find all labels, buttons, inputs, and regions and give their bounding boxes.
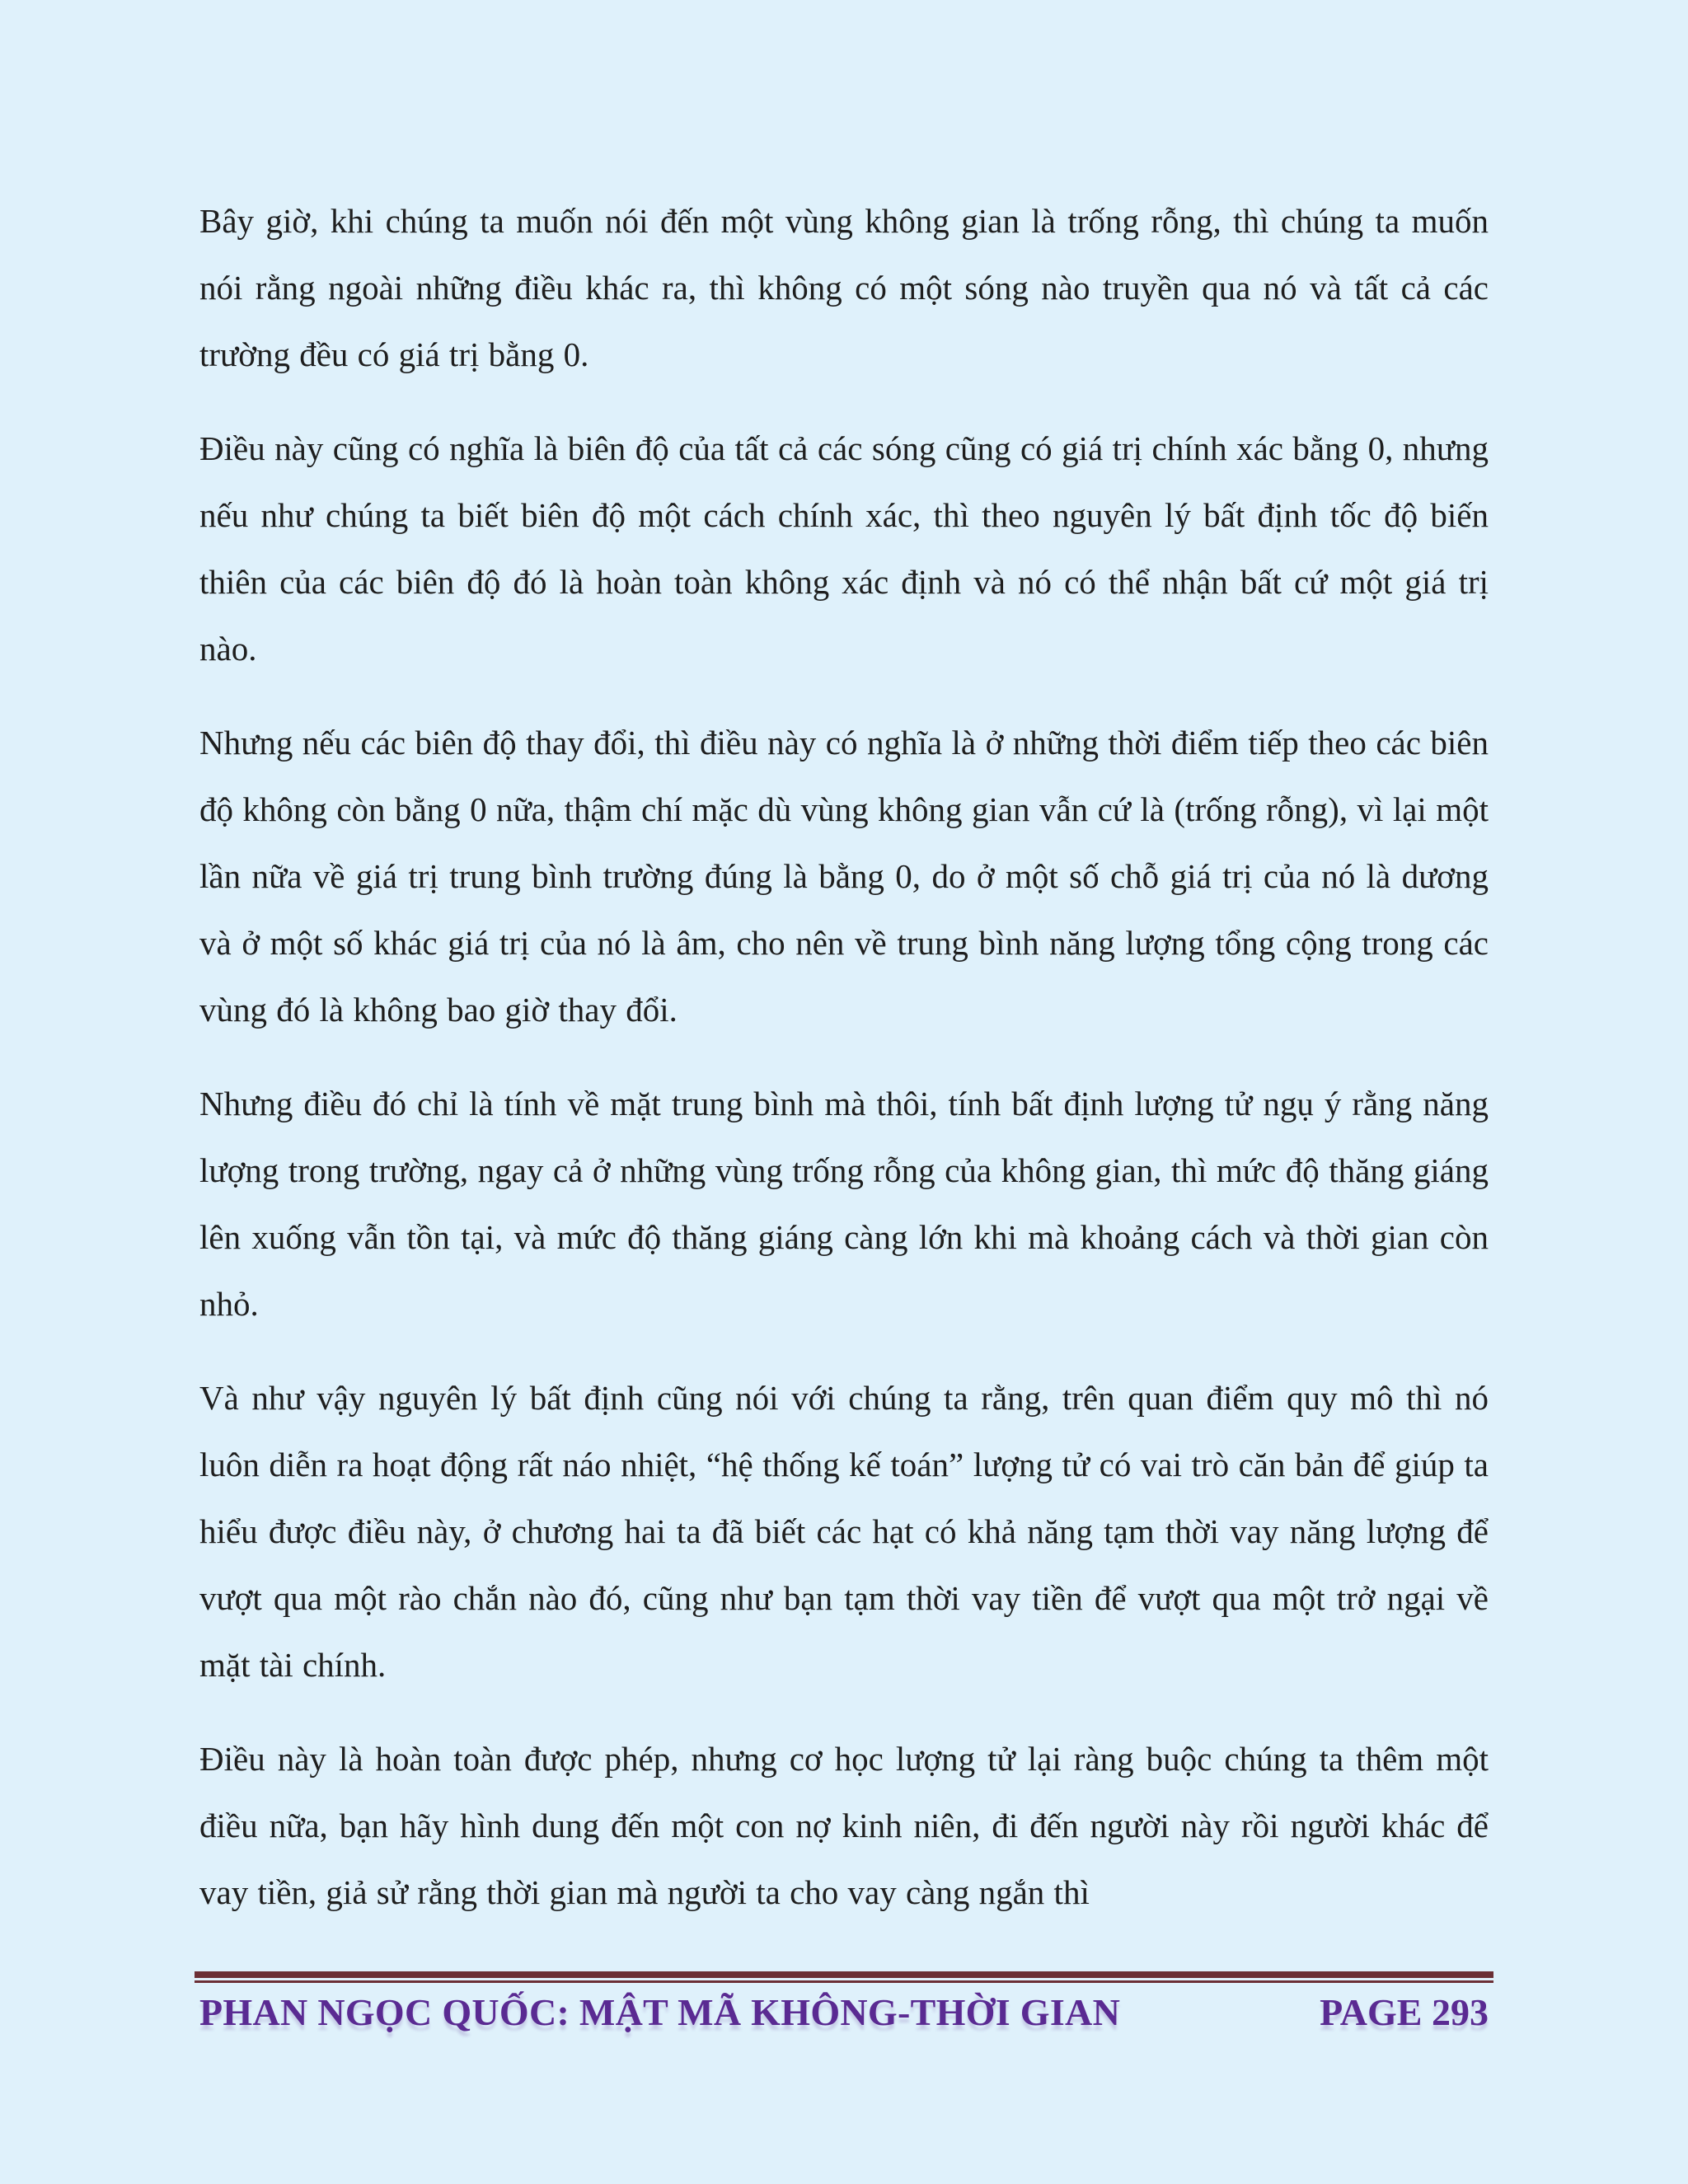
paragraph-5: Và như vậy nguyên lý bất định cũng nói với chúng ta rằng, trên quan điểm quy mô thì nó luôn diễn ra hoạt động rất náo nhiệt, “hệ thống kế toán” lượng tử có vai trò căn bản để giúp ta hiểu được điều này, ở chương hai ta đã biết các hạt có khả năng tạm thời vay năng lượng để vượt qua một rào chắn nào đó, cũng như bạn tạm thời vay tiền để vượt qua một trở ngại về mặt tài chính.	[199, 1379, 1489, 1684]
footer-book-title: PHAN NGỌC QUỐC: MẬT MÃ KHÔNG-THỜI GIAN	[199, 1991, 1121, 2033]
paragraph-6: Điều này là hoàn toàn được phép, nhưng cơ học lượng tử lại ràng buộc chúng ta thêm một điều nữa, bạn hãy hình dung đến một con nợ kinh niên, đi đến người này rồi người khác để vay tiền, giả sử rằng thời gian mà người ta cho vay càng ngắn thì	[199, 1740, 1489, 1911]
paragraph-2: Điều này cũng có nghĩa là biên độ của tất cả các sóng cũng có giá trị chính xác bằng 0, nhưng nếu như chúng ta biết biên độ một cách chính xác, thì theo nguyên lý bất định tốc độ biến thiên của các biên độ đó là hoàn toàn không xác định và nó có thể nhận bất cứ một giá trị nào.	[199, 429, 1489, 668]
body-text	[199, 188, 1489, 1953]
footer-rule-thin	[195, 1980, 1493, 1983]
paragraph-3: Nhưng nếu các biên độ thay đổi, thì điều này có nghĩa là ở những thời điểm tiếp theo các biên độ không còn bằng 0 nữa, thậm chí mặc dù vùng không gian vẫn cứ là (trống rỗng), vì lại một lần nữa về giá trị trung bình trường đúng là bằng 0, do ở một số chỗ giá trị của nó là dương và ở một số khác giá trị của nó là âm, cho nên về trung bình năng lượng tổng cộng trong các vùng đó là không bao giờ thay đổi.	[199, 724, 1489, 1029]
paragraph-1: Bây giờ, khi chúng ta muốn nói đến một vùng không gian là trống rỗng, thì chúng ta muốn nói rằng ngoài những điều khác ra, thì không có một sóng nào truyền qua nó và tất cả các trường đều có giá trị bằng 0.	[199, 202, 1489, 373]
footer-rule-thick	[195, 1971, 1493, 1978]
paragraph-4: Nhưng điều đó chỉ là tính về mặt trung bình mà thôi, tính bất định lượng tử ngụ ý rằng năng lượng trong trường, ngay cả ở những vùng trống rỗng của không gian, thì mức độ thăng giáng lên xuống vẫn tồn tại, và mức độ thăng giáng càng lớn khi mà khoảng cách và thời gian còn nhỏ.	[199, 1085, 1489, 1323]
footer-page-number: PAGE 293	[1320, 1991, 1489, 2033]
